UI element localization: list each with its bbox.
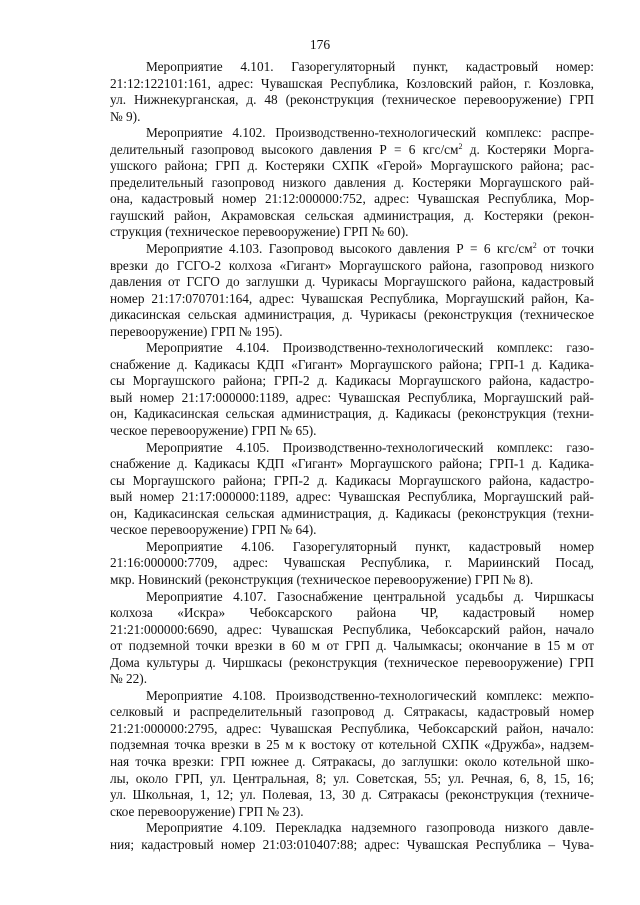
paragraph-first-line: Мероприятие 4.105. Производственно-технологический комплекс: газо- — [146, 439, 594, 455]
text-line: Дома культуры д. Чиршкасы (реконструкция (техническое перевооружение) ГРП — [110, 654, 594, 670]
paragraph-first-line: Мероприятие 4.107. Газоснабжение центральной усадьбы д. Чиршкасы — [146, 588, 594, 604]
paragraph-first-line: Мероприятие 4.109. Перекладка надземного газопровода низкого давле- — [146, 820, 594, 836]
text-line: ское перевооружение) ГРП № 23). — [110, 803, 304, 819]
text-line: номер 21:17:070701:164, адрес: Чувашская Республика, Моргаушский район, Ка- — [110, 290, 594, 306]
text-line: ческое перевооружение) ГРП № 65). — [110, 423, 317, 439]
page-number: 176 — [309, 37, 331, 52]
text-line: сы Моргаушского района; ГРП-2 д. Кадикасы Моргаушского района, кадастро- — [110, 472, 594, 488]
document-body — [110, 59, 594, 853]
text-line: врезки до ГСГО-2 колхоза «Гигант» Моргаушского района, газопровод низкого — [110, 257, 594, 273]
text-line: ул. Нижнекурганская, д. 48 (реконструкция (техническое перевооружение) ГРП — [110, 92, 594, 108]
text-line: 21:21:000000:2795, адрес: Чувашская Республика, Чебоксарский район, начало: — [110, 720, 594, 736]
text-line: сы Моргаушского района; ГРП-2 д. Кадикасы Моргаушского района, кадастро- — [110, 373, 594, 389]
text-line: 21:16:000000:7709, адрес: Чувашская Республика, г. Мариинский Посад, — [110, 555, 594, 571]
text-line: вый номер 21:17:000000:1189, адрес: Чувашская Республика, Моргаушский рай- — [110, 489, 594, 505]
text-line: лы, около ГРП, ул. Центральная, 8; ул. Советская, 55; ул. Речная, 6, 8, 15, 16; — [110, 770, 594, 786]
text-line: гаушский район, Акрамовская сельская администрация, д. Костеряки (рекон- — [110, 207, 594, 223]
text-line: селковый и распределительный газопровод д. Сятракасы, кадастровый номер — [110, 704, 594, 720]
text-line: ушского района; ГРП д. Костеряки СХПК «Герой» Моргаушского района; рас- — [110, 158, 594, 174]
text-line: она, кадастровый номер 21:12:000000:752, адрес: Чувашская Республика, Мор- — [110, 191, 594, 207]
text-line: снабжение д. Кадикасы КДП «Гигант» Моргаушского района; ГРП-1 д. Кадика- — [110, 356, 594, 372]
text-line: снабжение д. Кадикасы КДП «Гигант» Моргаушского района; ГРП-1 д. Кадика- — [110, 456, 594, 472]
text-line: 21:21:000000:6690, адрес: Чувашская Республика, Чебоксарский район, начало — [110, 621, 594, 637]
text-line: ческое перевооружение) ГРП № 64). — [110, 522, 317, 538]
text-line: колхоза «Искра» Чебоксарского района ЧР, кадастровый номер — [110, 605, 594, 621]
text-line: № 22). — [110, 671, 148, 687]
text-line: ния; кадастровый номер 21:03:010407:88; адрес: Чувашская Республика – Чува- — [110, 836, 594, 852]
paragraph-first-line: Мероприятие 4.108. Производственно-технологический комплекс: межпо- — [146, 687, 594, 703]
text-line: мкр. Новинский (реконструкция (техническое перевооружение) ГРП № 8). — [110, 571, 534, 587]
superscript: 2 — [458, 141, 463, 151]
text-line: делительный газопровод высокого давления Р = 6 кгс/$см^2$ д. Костеряки Морга- — [110, 141, 594, 157]
paragraph-first-line: Мероприятие 4.104. Производственно-технологический комплекс: газо- — [146, 340, 594, 356]
text-line: пределительный газопровод низкого давления д. Костеряки Моргаушского рай- — [110, 174, 594, 190]
text-line: ная точка врезки: ГРП южнее д. Сятракасы, до заглушки: около котельной шко- — [110, 753, 594, 769]
text-line: подземная точка врезки в 25 м к востоку от котельной СХПК «Дружба», надзем- — [110, 737, 594, 753]
text-line: струкция (техническое перевооружение) ГРП № 60). — [110, 224, 409, 240]
text-line: ул. Школьная, 1, 12; ул. Полевая, 13, 30 д. Сятракасы (реконструкция (техниче- — [110, 787, 594, 803]
text-line: № 9). — [110, 108, 141, 124]
text-line: он, Кадикасинская сельская администрация, д. Кадикасы (реконструкция (техни- — [110, 406, 594, 422]
text-line: он, Кадикасинская сельская администрация, д. Кадикасы (реконструкция (техни- — [110, 505, 594, 521]
paragraph-first-line: Мероприятие 4.101. Газорегуляторный пункт, кадастровый номер: — [146, 59, 594, 74]
paragraph-first-line: Мероприятие 4.103. Газопровод высокого давления Р = 6 кгс/$см^2$ от точки — [146, 241, 594, 257]
text-line: дикасинская сельская администрация, д. Чурикасы (реконструкция (техническое — [110, 307, 594, 323]
paragraph-first-line: Мероприятие 4.102. Производственно-технологический комплекс: распре- — [146, 125, 594, 141]
paragraph-first-line: Мероприятие 4.106. Газорегуляторный пункт, кадастровый номер — [146, 538, 594, 554]
text-line: перевооружение) ГРП № 195). — [110, 323, 283, 339]
superscript: 2 — [532, 241, 537, 251]
text-line: 21:12:122101:161, адрес: Чувашская Республика, Козловский район, г. Козловка, — [110, 75, 594, 91]
text-line: давления от ГСГО до заглушки д. Чурикасы Моргаушского района, кадастровый — [110, 274, 594, 290]
text-line: от подземной точки врезки в 60 м от ГРП д. Чалымкасы; окончание в 15 м от — [110, 638, 594, 654]
text-line: вый номер 21:17:000000:1189, адрес: Чувашская Республика, Моргаушский рай- — [110, 389, 594, 405]
